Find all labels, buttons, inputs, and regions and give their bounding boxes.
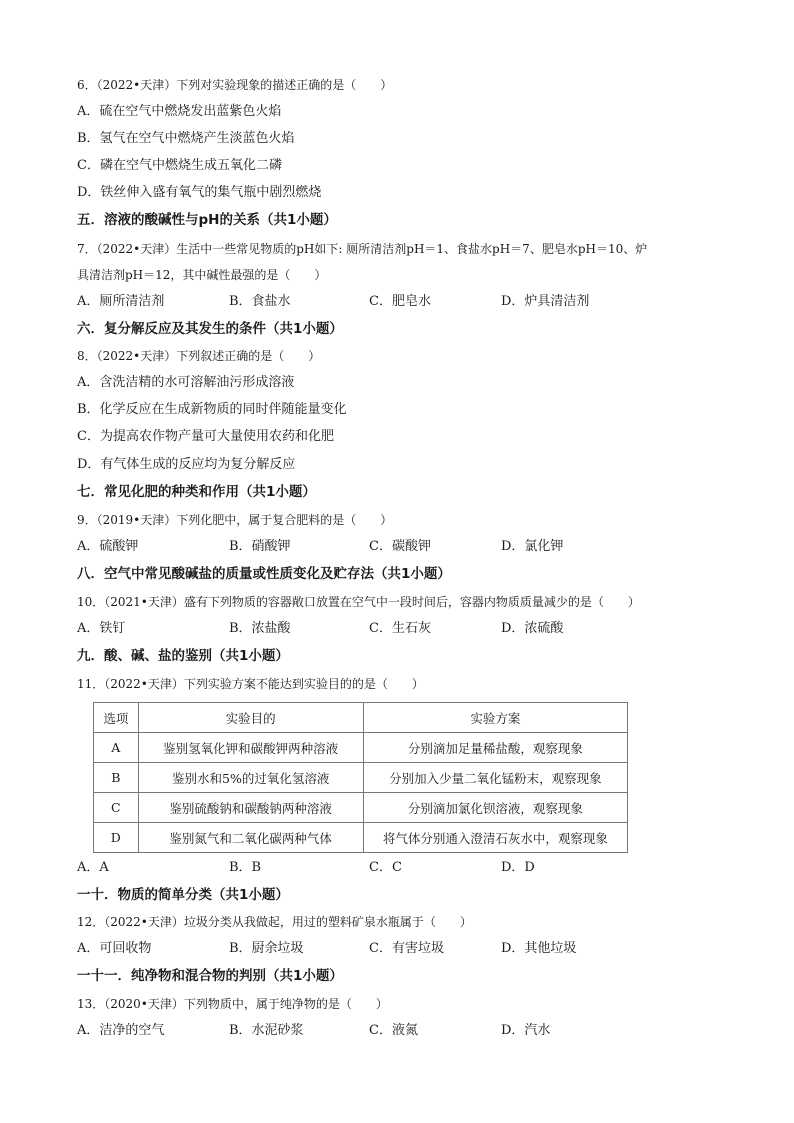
question-9-stem: 9．（2019•天津）下列化肥中，属于复合肥料的是（ ） — [77, 513, 393, 527]
experiment-table — [93, 702, 628, 853]
question-13-option-c: C．液氮 — [369, 1023, 418, 1038]
question-10-options — [77, 621, 737, 637]
table-cell-option: C — [94, 793, 139, 823]
question-10-option-d: D．浓硫酸 — [501, 621, 564, 636]
question-11-option-c: C．C — [369, 860, 402, 875]
table-cell-scheme: 分别滴加足量稀盐酸，观察现象 — [363, 733, 627, 763]
question-8-option-d: D．有气体生成的反应均为复分解反应 — [77, 457, 296, 472]
question-7-option-b: B．食盐水 — [229, 294, 291, 309]
question-8-option-a: A．含洗洁精的水可溶解油污形成溶液 — [77, 375, 295, 390]
table-header-scheme: 实验方案 — [363, 703, 627, 733]
section-6-heading: 六．复分解反应及其发生的条件（共1小题） — [77, 321, 343, 337]
table-header-purpose: 实验目的 — [138, 703, 363, 733]
question-10-stem: 10．（2021•天津）盛有下列物质的容器敞口放置在空气中一段时间后，容器内物质质量减少的是（ ） — [77, 595, 640, 609]
table-row — [94, 793, 628, 823]
table-row — [94, 763, 628, 793]
table-header-row — [94, 703, 628, 733]
question-7-stem-line2: 具清洁剂pH＝12，其中碱性最强的是（ ） — [77, 268, 327, 282]
question-8-option-b: B．化学反应在生成新物质的同时伴随能量变化 — [77, 402, 347, 417]
question-7-options — [77, 294, 737, 310]
question-7-option-d: D．炉具清洁剂 — [501, 294, 590, 309]
question-6-option-c: C．磷在空气中燃烧生成五氧化二磷 — [77, 158, 282, 173]
question-11-option-a: A．A — [77, 860, 109, 875]
question-9-option-a: A．硫酸钾 — [77, 539, 139, 554]
table-cell-scheme: 分别加入少量二氧化锰粉末，观察现象 — [363, 763, 627, 793]
table-header-option: 选项 — [94, 703, 139, 733]
question-11-stem: 11．（2022•天津）下列实验方案不能达到实验目的的是（ ） — [77, 677, 424, 691]
question-7-option-a: A．厕所清洁剂 — [77, 294, 165, 309]
table-cell-scheme: 将气体分别通入澄清石灰水中，观察现象 — [363, 823, 627, 853]
question-12-option-c: C．有害垃圾 — [369, 941, 444, 956]
section-9-heading: 九．酸、碱、盐的鉴别（共1小题） — [77, 648, 289, 664]
table-cell-option: B — [94, 763, 139, 793]
section-7-heading: 七．常见化肥的种类和作用（共1小题） — [77, 484, 316, 500]
question-9-option-d: D．氯化钾 — [501, 539, 564, 554]
table-row — [94, 823, 628, 853]
section-5-heading: 五．溶液的酸碱性与pH的关系（共1小题） — [77, 212, 337, 228]
question-9-option-b: B．硝酸钾 — [229, 539, 291, 554]
question-12-options — [77, 941, 737, 957]
question-11-option-b: B．B — [229, 860, 262, 875]
table-cell-scheme: 分别滴加氯化钡溶液，观察现象 — [363, 793, 627, 823]
table-cell-option: D — [94, 823, 139, 853]
table-cell-purpose: 鉴别硫酸钠和碳酸钠两种溶液 — [138, 793, 363, 823]
question-6-stem: 6．（2022•天津）下列对实验现象的描述正确的是（ ） — [77, 78, 393, 92]
table-cell-purpose: 鉴别氮气和二氧化碳两种气体 — [138, 823, 363, 853]
question-8-stem: 8．（2022•天津）下列叙述正确的是（ ） — [77, 349, 321, 363]
question-6-option-d: D．铁丝伸入盛有氧气的集气瓶中剧烈燃烧 — [77, 185, 322, 200]
question-9-option-c: C．碳酸钾 — [369, 539, 431, 554]
question-6-option-b: B．氢气在空气中燃烧产生淡蓝色火焰 — [77, 131, 295, 146]
section-11-heading: 一十一．纯净物和混合物的判别（共1小题） — [77, 968, 343, 984]
question-13-option-d: D．汽水 — [501, 1023, 551, 1038]
section-8-heading: 八．空气中常见酸碱盐的质量或性质变化及贮存法（共1小题） — [77, 566, 451, 582]
table-cell-purpose: 鉴别氢氧化钾和碳酸钾两种溶液 — [138, 733, 363, 763]
question-12-option-d: D．其他垃圾 — [501, 941, 577, 956]
question-7-stem-line1: 7．（2022•天津）生活中一些常见物质的pH如下: 厕所清洁剂pH＝1、食盐水pH＝7、肥皂水pH＝10、炉 — [77, 242, 648, 256]
question-12-option-b: B．厨余垃圾 — [229, 941, 304, 956]
question-13-option-b: B．水泥砂浆 — [229, 1023, 304, 1038]
question-13-options — [77, 1023, 737, 1039]
section-10-heading: 一十．物质的简单分类（共1小题） — [77, 887, 289, 903]
question-7-option-c: C．肥皂水 — [369, 294, 431, 309]
question-11-options — [77, 860, 737, 876]
question-9-options — [77, 539, 737, 555]
table-cell-option: A — [94, 733, 139, 763]
question-10-option-c: C．生石灰 — [369, 621, 431, 636]
question-11-option-d: D．D — [501, 860, 535, 875]
question-13-option-a: A．洁净的空气 — [77, 1023, 165, 1038]
question-10-option-a: A．铁钉 — [77, 621, 126, 636]
question-6-option-a: A．硫在空气中燃烧发出蓝紫色火焰 — [77, 104, 282, 119]
question-10-option-b: B．浓盐酸 — [229, 621, 291, 636]
table-row — [94, 733, 628, 763]
question-12-stem: 12．（2022•天津）垃圾分类从我做起，用过的塑料矿泉水瓶属于（ ） — [77, 915, 472, 929]
question-12-option-a: A．可回收物 — [77, 941, 152, 956]
question-8-option-c: C．为提高农作物产量可大量使用农药和化肥 — [77, 429, 334, 444]
table-cell-purpose: 鉴别水和5%的过氧化氢溶液 — [138, 763, 363, 793]
question-13-stem: 13．（2020•天津）下列物质中，属于纯净物的是（ ） — [77, 997, 388, 1011]
